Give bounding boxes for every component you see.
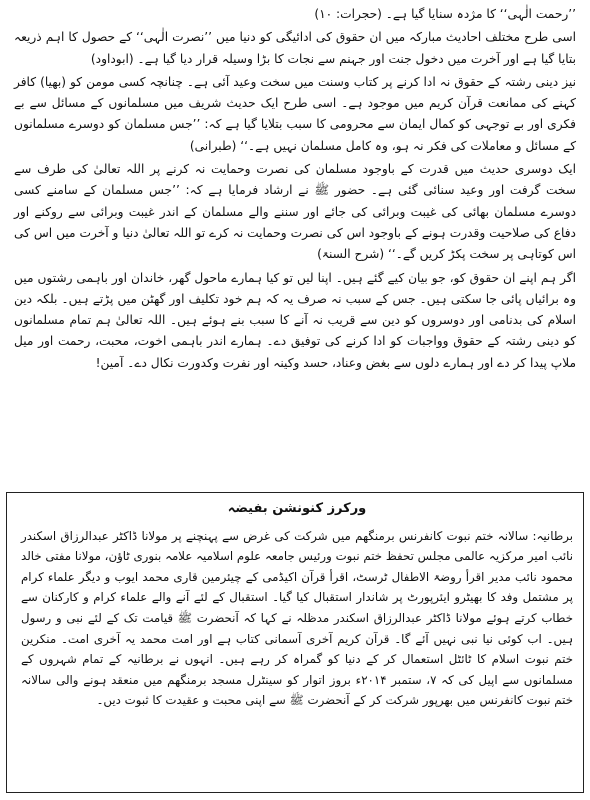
news-box-title: ورکرز کنونشن بفیضہ — [227, 501, 367, 516]
article-paragraph: اگر ہم اپنے ان حقوق کو، جو بیان کیے گئے ہیں۔ اپنا لیں تو کیا ہمارے ماحول گھر، خاندان اور باہمی رشتوں میں وہ برائیاں پائی جا سکتی ہیں۔ جس کے سبب نہ صرف یہ کہ ہم خود تکلیف اور گھٹن میں پڑتے ہیں۔ بلکہ دین اسلام کی بدنامی اور دوسروں کو دین سے قریب نہ آنے کا سبب بنے ہوئے ہیں۔ اللہ تعالیٰ ہم تمام مسلمانوں کو دینی رشتہ کے حقوق وواجبات کو ادا کرنے کی توفیق دے۔ ہمارے اندر باہمی اخوت، محبت، رحمت اور میل ملاپ پیدا کر دے اور ہمارے دلوں سے بغض وعناد، حسد وکینہ اور نفرت وکدورت نکال دے۔ آمین! — [14, 270, 576, 370]
article-paragraph: نیز دینی رشتہ کے حقوق نہ ادا کرنے پر کتاب وسنت میں سخت وعید آئی ہے۔ چنانچہ کسی مومن کو (بھیا) کافر کہنے کی ممانعت قرآن کریم میں موجود ہے۔ اسی طرح ایک حدیث شریف میں مسلمانوں کے مسائل سے بے فکری اور بے توجہی کو کمال ایمان سے محرومی کا سبب بتلایا گیا ہے کہ: ’’جس مسلمان کو دوسرے مسلمانوں کے مسائل و معاملات کی فکر نہ ہو، وہ کامل مسلمان نہیں ہے۔‘‘ (طبرانی) — [14, 74, 576, 153]
news-box — [6, 492, 584, 793]
article-paragraph: ’’رحمت الٰہی‘‘ کا مژدہ سنایا گیا ہے۔ (حجرات: ۱۰) — [314, 7, 576, 21]
article-paragraph: اسی طرح مختلف احادیث مبارکہ میں ان حقوق کی ادائیگی کو دنیا میں ’’نصرت الٰہی‘‘ کے حصول کا اہم ذریعہ بتایا گیا ہے اور آخرت میں دخول جنت اور جہنم سے نجات کا بڑا وسیلہ قرار دیا گیا ہے۔ (ابوداود) — [14, 30, 576, 66]
news-box-body: برطانیہ: سالانہ ختم نبوت کانفرنس برمنگھم میں شرکت کی غرض سے پہنچنے پر مولانا ڈاکٹر عبدالرزاق اسکندر نائب امیر مرکزیہ عالمی مجلس تحفظ ختم نبوت ورئیس جامعہ علوم اسلامیہ علامہ بنوری ٹاؤن، مولانا مفتی خالد محمود نائب مدیر اقرأ روضۃ الاطفال ٹرسٹ، اقرأ قرآن اکیڈمی کے چیئرمین قاری محمد ایوب و دیگر علماء کرام پر مشتمل وفد کا بھیٹرو ایئرپورٹ پر شاندار استقبال کیا گیا۔ استقبال کے لئے آنے والے علماء کرام و کارکنان سے خطاب کرتے ہوئے مولانا ڈاکٹر عبدالرزاق اسکندر مدظلہ نے کہا کہ آنحضرت ﷺ قیامت تک کے لئے نبی و رسول ہیں۔ اب کوئی نیا نبی نہیں آئے گا۔ قرآن کریم آخری آسمانی کتاب ہے اور امت محمد یہ آخری امت۔ منکرین ختم نبوت اسلام کا ٹائٹل استعمال کر کے دنیا کو گمراہ کر رہے ہیں۔ انہوں نے برطانیہ کے تمام شہروں کے مسلمانوں سے اپیل کی کہ ۷، ستمبر ۲۰۱۴ء بروز اتوار کو سینٹرل مسجد برمنگھم میں منعقد ہونے والی سالانہ ختم نبوت کانفرنس میں بھرپور شرکت کر کے آنحضرت ﷺ سے اپنی محبت و عقیدت کا ثبوت دیں۔ — [21, 528, 574, 708]
article-body — [14, 4, 576, 374]
article-paragraph: ایک دوسری حدیث میں قدرت کے باوجود مسلمان کی نصرت وحمایت نہ کرنے پر اللہ تعالیٰ کی طرف سے سخت گرفت اور وعید سنائی گئی ہے۔ حضور ﷺ نے ارشاد فرمایا ہے کہ: ’’جس مسلمان کے سامنے کسی دوسرے مسلمان بھائی کی غیبت وبرائی کی جائے اور سننے والے مسلمان کے اندر غیبت وبرائی سے روکنے اور دفاع کی صلاحیت وقدرت ہونے کے باوجود اس کی نصرت وحمایت نہ کرے تو اللہ تعالیٰ دنیا و آخرت میں اس کی اس کوتاہی پر سخت پکڑ کریں گے۔‘‘ (شرح السنۃ) — [14, 162, 576, 262]
news-box-content — [21, 499, 573, 786]
